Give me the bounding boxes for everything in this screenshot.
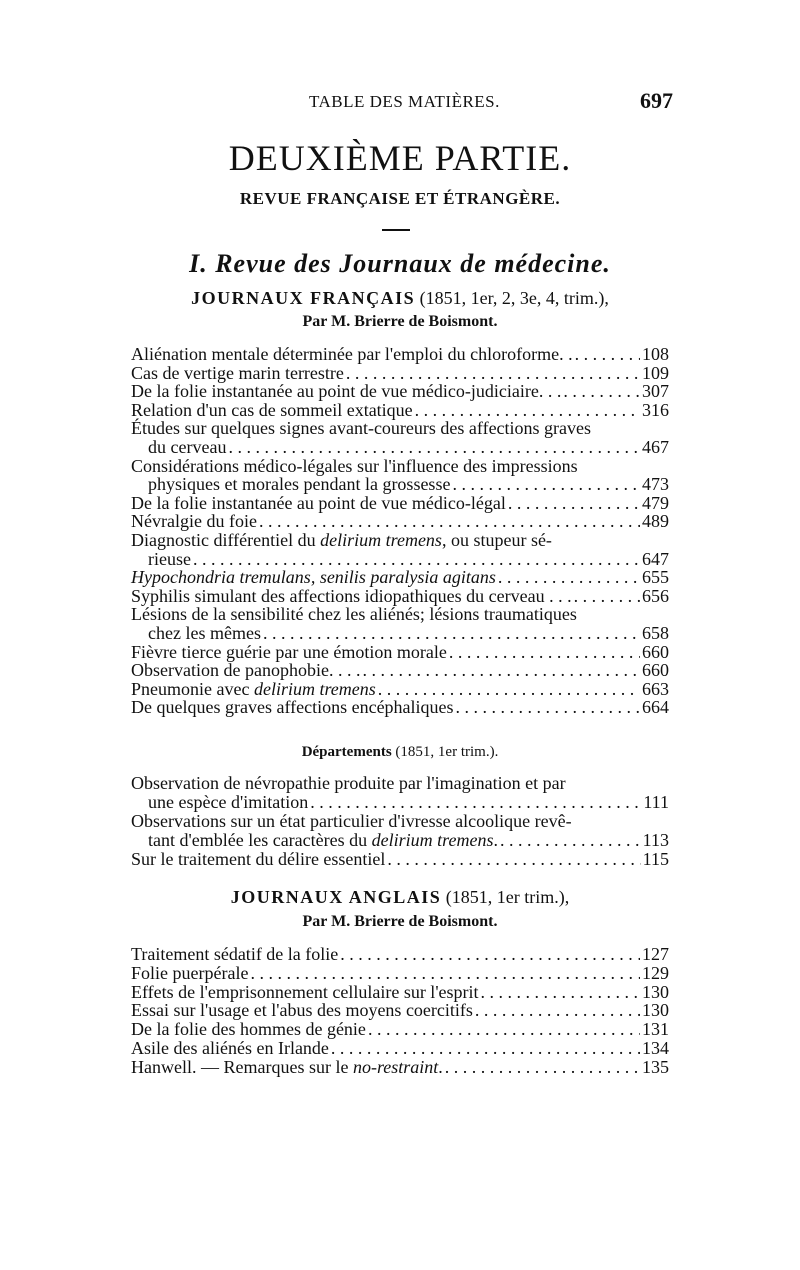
entry-page-number: 655 [642, 567, 669, 588]
entry-text-after: . [438, 1056, 443, 1077]
leader-dots [263, 623, 640, 643]
entry-title [131, 493, 506, 513]
entry-title [131, 944, 338, 964]
entry-title [131, 604, 577, 624]
toc-entry [131, 586, 669, 606]
entry-text: Folie puerpérale [131, 962, 249, 983]
toc-entry [131, 982, 669, 1002]
entry-italic-text: delirium tremens [320, 530, 442, 550]
leader-dots [500, 830, 641, 850]
toc-entry [131, 679, 669, 699]
toc-entry [148, 623, 669, 643]
leader-dots [475, 1000, 640, 1020]
part-subtitle: REVUE FRANÇAISE ET ÉTRANGÈRE. [239, 189, 561, 208]
entry-text: Observation de névropathie produite par l'imagination et par [131, 773, 566, 793]
toc-entry [131, 963, 669, 983]
entry-title [131, 456, 578, 476]
leader-dots [368, 1019, 640, 1039]
entry-page-number: 467 [642, 437, 669, 457]
toc-entry [131, 530, 669, 550]
journal-name: JOURNAUX ANGLAIS [230, 887, 442, 907]
divider-rule [382, 229, 410, 231]
entry-text: Observations sur un état particulier d'ivresse alcoolique revê- [131, 811, 572, 831]
entry-text: Névralgie du foie [131, 511, 257, 532]
entry-page-number: 131 [642, 1019, 669, 1040]
toc-entry [131, 1019, 669, 1039]
leader-dots [228, 437, 640, 457]
entry-page-number: 111 [643, 792, 669, 812]
entry-title [131, 363, 344, 383]
toc-entry [131, 400, 669, 420]
toc-entry [131, 363, 669, 383]
entry-page-number: 660 [642, 660, 669, 681]
leader-dots [508, 493, 640, 513]
entry-text: Pneumonie avec [131, 678, 250, 699]
toc-entry [131, 567, 669, 587]
toc-entry [131, 344, 669, 364]
toc-entry [131, 511, 669, 531]
toc-entry [131, 1038, 669, 1058]
entry-text: Fièvre tierce guérie par une émotion morale [131, 641, 447, 662]
entry-title [131, 811, 572, 831]
entry-title [131, 530, 552, 550]
journal-period: (1851, 1er, 2, 3e, 4, trim.), [415, 288, 609, 308]
page-number: 697 [640, 88, 673, 113]
entry-text-after: , ou stupeur sé- [441, 530, 552, 550]
leader-dots [445, 1057, 640, 1077]
toc-entry [148, 437, 669, 457]
entry-text: Relation d'un cas de sommeil extatique [131, 399, 413, 420]
entry-page-number: 108 [642, 344, 669, 364]
departements-name: Départements [301, 744, 392, 760]
entry-text: De la folie des hommes de génie [131, 1019, 366, 1040]
entry-text: Cas de vertige marin terrestre [131, 362, 344, 383]
entry-text: Considérations médico-légales sur l'influence des impressions [131, 455, 578, 476]
entry-title [131, 344, 573, 364]
entry-italic-text: delirium tremens [253, 678, 376, 699]
leader-dots [193, 549, 640, 569]
leader-dots [449, 642, 640, 662]
leader-dots [415, 400, 640, 420]
toc-entry [131, 418, 669, 438]
entry-italic-text: no-restraint [352, 1056, 439, 1077]
entry-title [148, 437, 226, 457]
entry-text: Lésions de la sensibilité chez les aliénés; lésions traumatiques [131, 604, 577, 625]
leader-dots [346, 363, 640, 383]
leader-dots [498, 567, 640, 587]
journaux-francais-heading [0, 288, 800, 309]
part-title: DEUXIÈME PARTIE. [228, 138, 572, 178]
leader-dots [340, 944, 640, 964]
journaux-anglais-author: Par M. Brierre de Boismont. [302, 913, 498, 930]
entry-page-number: 109 [642, 362, 669, 383]
toc-entry [148, 830, 669, 850]
entry-title [131, 418, 591, 438]
entry-page-number: 127 [642, 944, 669, 964]
journaux-francais-author: Par M. Brierre de Boismont. [302, 313, 498, 330]
section-heading: I. Revue des Journaux de médecine. [189, 249, 611, 278]
entry-page-number: 664 [642, 697, 669, 718]
entry-title [131, 982, 479, 1002]
entry-page-number: 316 [642, 399, 669, 420]
entry-title [148, 830, 498, 850]
running-title: TABLE DES MATIÈRES. [309, 92, 500, 111]
entry-text: Études sur quelques signes avant-coureurs des affections graves [131, 418, 592, 439]
toc-entry [131, 1000, 669, 1020]
entry-title [131, 586, 572, 606]
entry-text: Diagnostic différentiel du [131, 530, 316, 550]
entry-page-number: 663 [642, 678, 669, 699]
entry-page-number: 489 [642, 511, 669, 532]
departements-period: (1851, 1er trim.). [391, 744, 499, 760]
entry-text: Traitement sédatif de la folie [131, 944, 339, 964]
entry-title [148, 549, 191, 569]
entry-title [131, 1038, 329, 1058]
leader-dots [362, 660, 640, 680]
toc-entry [131, 604, 669, 624]
entry-page-number: 130 [642, 1000, 669, 1021]
departements-heading [0, 744, 800, 761]
entry-page-number: 130 [642, 981, 669, 1002]
entry-text: Essai sur l'usage et l'abus des moyens coercitifs [131, 1000, 473, 1021]
entry-page-number: 134 [642, 1038, 669, 1058]
leader-dots [456, 697, 640, 717]
entry-title [148, 623, 261, 643]
entry-title [131, 849, 385, 869]
journal-period: (1851, 1er trim.), [441, 887, 570, 907]
entry-title [131, 511, 257, 531]
leader-dots [452, 474, 640, 494]
toc-entry [131, 1057, 669, 1077]
entry-text: Hanwell. — Remarques sur le [131, 1056, 349, 1077]
entry-page-number: 479 [642, 492, 669, 513]
entry-text: rieuse [148, 548, 191, 569]
entry-title [131, 400, 413, 420]
toc-entry [131, 381, 669, 401]
toc-entry [131, 493, 669, 513]
journaux-anglais-heading [0, 887, 800, 908]
entry-text: Sur le traitement du délire essentiel [131, 849, 386, 869]
entry-text: du cerveau [148, 437, 227, 457]
entry-title [131, 1057, 443, 1077]
entry-title [131, 697, 454, 717]
entry-text: De la folie instantanée au point de vue médico-légal [131, 492, 506, 513]
entry-text: une espèce d'imitation [148, 792, 309, 812]
toc-entry [148, 792, 669, 812]
toc-entry [131, 849, 669, 869]
toc-entry [148, 474, 669, 494]
leader-dots [574, 586, 640, 606]
entry-page-number: 307 [642, 381, 669, 402]
leader-dots [563, 381, 640, 401]
entry-title [131, 679, 376, 699]
entry-page-number: 660 [642, 641, 669, 662]
entry-italic-text: Hypochondria tremulans, senilis paralysia agitans [131, 567, 496, 588]
entry-title [131, 963, 248, 983]
leader-dots [575, 344, 640, 364]
entry-title [148, 792, 308, 812]
entry-title [131, 642, 447, 662]
entry-page-number: 656 [642, 585, 669, 606]
entry-page-number: 647 [642, 548, 669, 569]
leader-dots [378, 679, 640, 699]
leader-dots [331, 1038, 640, 1058]
toc-entry [131, 660, 669, 680]
toc-entry [131, 642, 669, 662]
leader-dots [310, 792, 641, 812]
entry-italic-text: delirium tremens [371, 830, 494, 850]
entry-text: tant d'emblée les caractères du [148, 830, 368, 850]
toc-entry [131, 697, 669, 717]
entry-text-after: . [493, 830, 498, 850]
entry-text: De quelques graves affections encéphaliques [131, 697, 454, 718]
toc-entry [131, 944, 669, 964]
entry-page-number: 135 [642, 1056, 669, 1077]
entry-title [131, 1000, 473, 1020]
leader-dots [259, 511, 640, 531]
entry-text: De la folie instantanée au point de vue médico-judiciaire. . . [131, 381, 562, 402]
leader-dots [481, 982, 640, 1002]
entry-text: Effets de l'emprisonnement cellulaire sur l'esprit [131, 981, 479, 1002]
entry-title [131, 567, 496, 587]
entry-page-number: 115 [642, 849, 669, 869]
leader-dots [250, 963, 640, 983]
entry-title [131, 660, 360, 680]
entry-title [131, 773, 566, 793]
toc-entry [131, 456, 669, 476]
entry-text: Asile des aliénés en Irlande [131, 1038, 329, 1058]
leader-dots [387, 849, 640, 869]
entry-title [148, 474, 450, 494]
entry-text: chez les mêmes [148, 623, 261, 643]
entry-page-number: 129 [642, 962, 669, 983]
toc-entry [131, 811, 669, 831]
entry-title [131, 381, 561, 401]
toc-entry [131, 773, 669, 793]
entry-page-number: 658 [642, 623, 669, 643]
entry-text: Observation de panophobie. . . . [131, 660, 361, 681]
entry-title [131, 1019, 366, 1039]
entry-text: physiques et morales pendant la grossesse [148, 474, 451, 495]
entry-page-number: 473 [642, 474, 669, 495]
entry-page-number: 113 [642, 830, 669, 850]
entry-text: Syphilis simulant des affections idiopathiques du cerveau . . . [131, 585, 572, 606]
entry-text: Aliénation mentale déterminée par l'emploi du chloroforme. . [131, 344, 573, 364]
toc-entry [148, 549, 669, 569]
journal-name: JOURNAUX FRANÇAIS [191, 288, 416, 308]
